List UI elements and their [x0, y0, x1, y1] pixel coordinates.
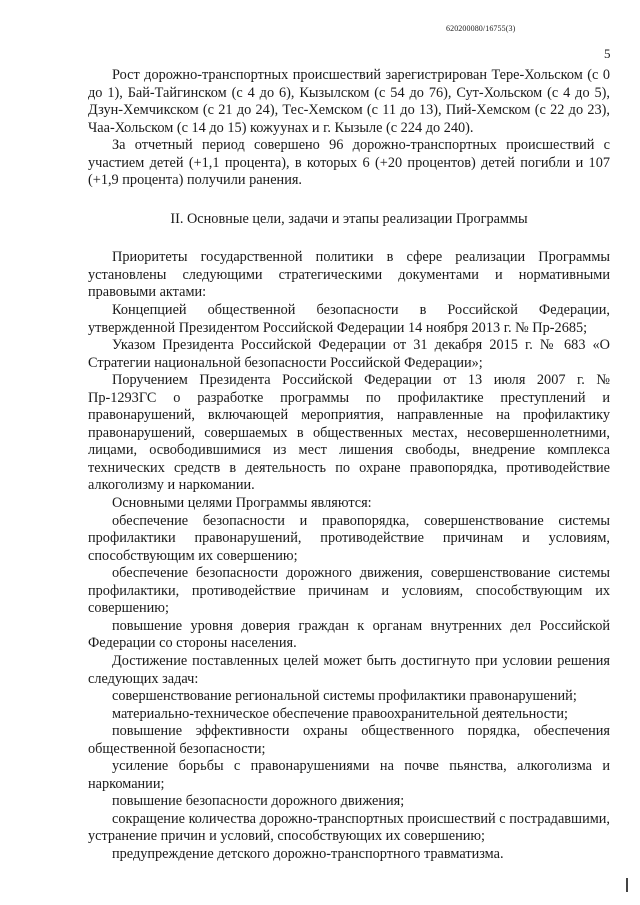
section-heading: II. Основные цели, задачи и этапы реализации Программы — [170, 210, 528, 227]
paragraph-priorities: Приоритеты государственной политики в сфере реализации Программы установлены следующими стратегическими документами и нормативными правовыми актами: — [88, 249, 610, 301]
task-item: повышение безопасности дорожного движения; — [112, 793, 405, 810]
task-item: усиление борьбы с правонарушениями на почве пьянства, алкоголизма и наркомании; — [88, 758, 610, 792]
paragraph-decree: Указом Президента Российской Федерации от 31 декабря 2015 г. № 683 «О Стратегии национальной безопасности Российской Федерации»; — [88, 337, 610, 371]
paragraph-goals-intro: Основными целями Программы являются: — [112, 495, 372, 512]
paragraph-instruction: Поручением Президента Российской Федерации от 13 июля 2007 г. № Пр-1293ГС о разработке программы по профилактике преступлений и правонарушений, включающей мероприятия, направленные на профилактику правонарушений, совершаемых в общественных местах, несовершеннолетними, лицами, освободившимися из мест лишения свободы, внедрение комплекса технических средств в деятельность по охране правопорядка, противодействие алкоголизму и наркомании. — [88, 372, 610, 494]
goal-item: обеспечение безопасности дорожного движения, совершенствование системы профилактики, противодействие причинам и условиям, способствующим их совершению; — [88, 565, 610, 617]
paragraph-child-accidents: За отчетный период совершено 96 дорожно-транспортных происшествий с участием детей (+1,1 процента), в которых 6 (+20 процентов) детей погибли и 107 (+1,9 процента) получили ранения. — [88, 137, 610, 189]
paragraph-accident-growth: Рост дорожно-транспортных происшествий зарегистрирован Тере-Хольском (с 0 до 1), Бай-Тайгинском (с 4 до 6), Кызылском (с 54 до 76), Сут-Хольском (с 4 до 5), Дзун-Хемчикском (с 21 до 24), Тес-Хемском (с 11 до 13), Пий-Хемском (с 22 до 23), Чаа-Хольском (с 14 до 15) кожуунах и г. Кызыле (с 224 до 240). — [88, 67, 610, 136]
paragraph-tasks-intro: Достижение поставленных целей может быть достигнуто при условии решения следующих задач: — [88, 652, 610, 687]
scan-edge-mark — [626, 878, 628, 892]
goal-item: повышение уровня доверия граждан к органам внутренних дел Российской Федерации со стороны населения. — [88, 617, 610, 652]
task-item: повышение эффективности охраны общественного порядка, обеспечения общественной безопасности; — [88, 723, 610, 757]
document-id: 620200080/16755(3) — [446, 24, 516, 33]
paragraph-concept: Концепцией общественной безопасности в Российской Федерации, утвержденной Президентом Российской Федерации 14 ноября 2013 г. № Пр-2685; — [88, 302, 610, 336]
page-number: 5 — [604, 46, 611, 61]
goal-item: обеспечение безопасности и правопорядка, совершенствование системы профилактики правонарушений, противодействие причинам и условиям, способствующим их совершению; — [88, 512, 610, 564]
task-item: сокращение количества дорожно-транспортных происшествий с пострадавшими, устранение причин и условий, способствующих их совершению; — [88, 810, 610, 845]
task-item: предупреждение детского дорожно-транспортного травматизма. — [112, 845, 504, 862]
task-item: материально-техническое обеспечение правоохранительной деятельности; — [112, 705, 569, 722]
document-body — [88, 67, 610, 864]
task-item: совершенствование региональной системы профилактики правонарушений; — [112, 688, 577, 705]
